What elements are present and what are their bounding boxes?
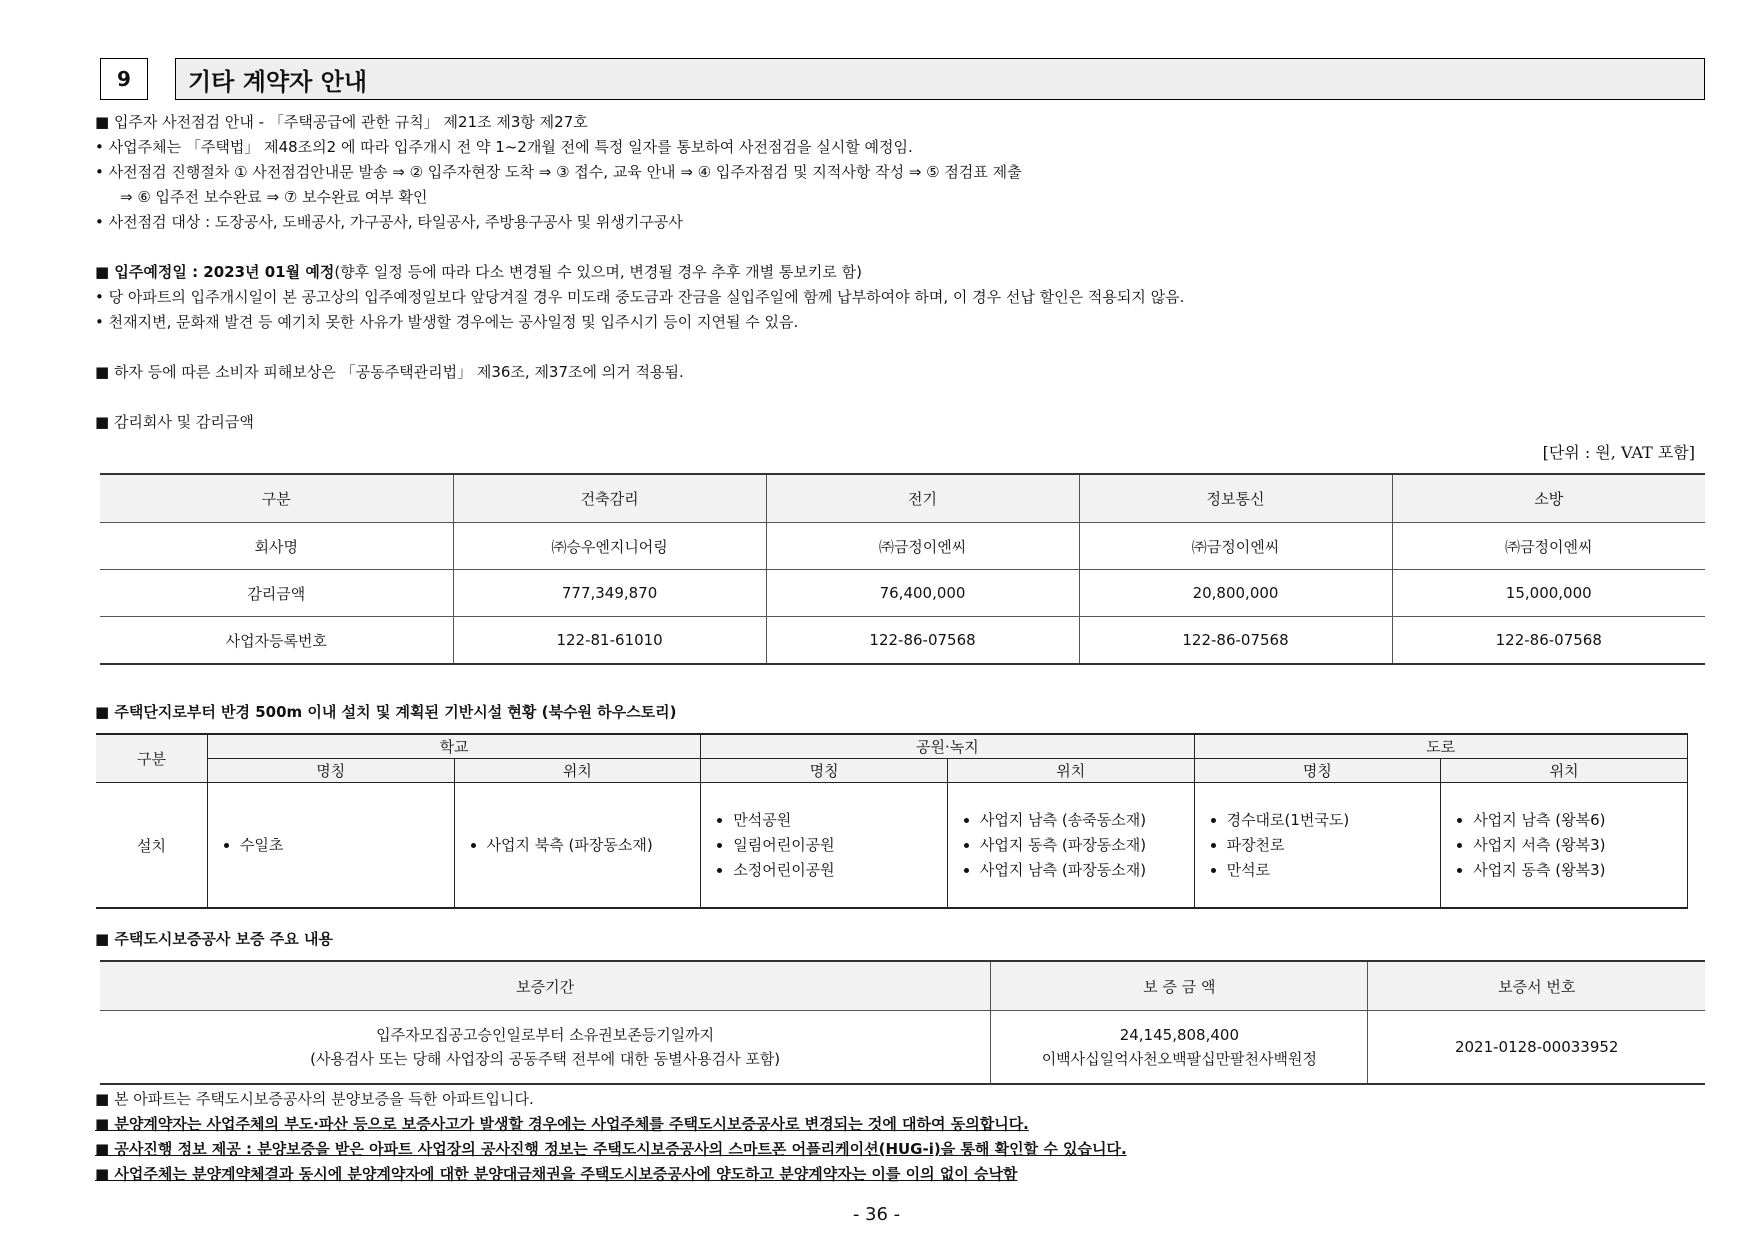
row-label: 설치 xyxy=(96,783,207,909)
table-row xyxy=(100,570,1705,617)
precheck-heading: ■ 입주자 사전점검 안내 - 「주택공급에 관한 규칙」 제21조 제3항 제27호 xyxy=(95,113,588,131)
table-cell: 122-81-61010 xyxy=(453,617,766,665)
table-cell: 122-86-07568 xyxy=(1079,617,1392,665)
list-item: • 소정어린이공원 xyxy=(733,858,946,883)
movein-heading-bold: ■ 입주예정일 : 2023년 01월 예정 xyxy=(95,263,335,281)
list-item: • 사업지 서측 (왕복3) xyxy=(1473,833,1686,858)
guarantee-number: 2021-0128-00033952 xyxy=(1368,1011,1705,1085)
table-cell: 20,800,000 xyxy=(1079,570,1392,617)
road-location-cell xyxy=(1441,783,1688,909)
list-item: • 일림어린이공원 xyxy=(733,833,946,858)
supervision-heading: ■ 감리회사 및 감리금액 xyxy=(95,413,254,431)
list-item: • 만석공원 xyxy=(733,808,946,833)
school-name-cell xyxy=(207,783,454,909)
list-item: • 사업지 남측 (송죽동소재) xyxy=(980,808,1193,833)
list-item: • 사업지 동측 (왕복3) xyxy=(1473,858,1686,883)
table-row xyxy=(100,1011,1705,1085)
table-cell: 사업자등록번호 xyxy=(100,617,453,665)
facilities-table xyxy=(96,733,1688,909)
period-line-2: (사용검사 또는 당해 사업장의 공동주택 전부에 대한 동별사용검사 포함) xyxy=(310,1050,781,1068)
note-2: ■ 분양계약자는 사업주체의 부도·파산 등으로 보증사고가 발생할 경우에는 사업주체를 주택도시보증공사로 변경되는 것에 대하여 동의합니다. xyxy=(95,1115,1029,1133)
sub-header: 명칭 xyxy=(207,759,454,783)
supervision-table xyxy=(100,473,1705,665)
list-item: • 수일초 xyxy=(240,833,453,858)
col-header: 보 증 금 액 xyxy=(991,961,1368,1011)
group-header-road: 도로 xyxy=(1194,734,1687,759)
col-header-gubun: 구분 xyxy=(96,734,207,783)
movein-heading xyxy=(95,262,862,282)
list-item: • 사업지 남측 (왕복6) xyxy=(1473,808,1686,833)
list-item: • 경수대로(1번국도) xyxy=(1227,808,1440,833)
col-header: 소방 xyxy=(1392,474,1705,523)
col-header: 보증서 번호 xyxy=(1368,961,1705,1011)
school-location-cell xyxy=(454,783,701,909)
table-cell: 감리금액 xyxy=(100,570,453,617)
movein-bullet-1: • 당 아파트의 입주개시일이 본 공고상의 입주예정일보다 앞당겨질 경우 미도래 중도금과 잔금을 실입주일에 함께 납부하여야 하며, 이 경우 선납 할인은 적용되지 않음. xyxy=(95,288,1185,306)
amount-line-2: 이백사십일억사천오백팔십만팔천사백원정 xyxy=(1041,1050,1317,1068)
note-1: ■ 본 아파트는 주택도시보증공사의 분양보증을 득한 아파트입니다. xyxy=(95,1090,534,1108)
amount-line-1: 24,145,808,400 xyxy=(1119,1026,1239,1044)
list-item: • 사업지 동측 (파장동소재) xyxy=(980,833,1193,858)
note-4: ■ 사업주체는 분양계약체결과 동시에 분양계약자에 대한 분양대금채권을 주택도시보증공사에 양도하고 분양계약자는 이를 이의 없이 승낙함 xyxy=(95,1165,1018,1183)
list-item: • 파장천로 xyxy=(1227,833,1440,858)
table-cell: 15,000,000 xyxy=(1392,570,1705,617)
col-header: 구분 xyxy=(100,474,453,523)
table-cell: ㈜금정이엔씨 xyxy=(1392,523,1705,570)
sub-header: 명칭 xyxy=(701,759,948,783)
table-cell: 122-86-07568 xyxy=(766,617,1079,665)
guarantee-amount xyxy=(991,1011,1368,1085)
guarantee-period xyxy=(100,1011,991,1085)
table-row xyxy=(100,523,1705,570)
guarantee-heading: ■ 주택도시보증공사 보증 주요 내용 xyxy=(95,930,333,948)
group-header-park: 공원·녹지 xyxy=(701,734,1194,759)
group-header-school: 학교 xyxy=(207,734,700,759)
movein-heading-rest: (향후 일정 등에 따라 다소 변경될 수 있으며, 변경될 경우 추후 개별 통보키로 함) xyxy=(334,263,862,281)
precheck-bullet-2-cont: ⇒ ⑥ 입주전 보수완료 ⇒ ⑦ 보수완료 여부 확인 xyxy=(120,188,428,206)
table-cell: ㈜금정이엔씨 xyxy=(1079,523,1392,570)
section-number: 9 xyxy=(100,58,148,100)
sub-header: 위치 xyxy=(454,759,701,783)
table-cell: 회사명 xyxy=(100,523,453,570)
park-location-cell xyxy=(947,783,1194,909)
period-line-1: 입주자모집공고승인일로부터 소유권보존등기일까지 xyxy=(376,1026,715,1044)
table-cell: 777,349,870 xyxy=(453,570,766,617)
table-row xyxy=(100,617,1705,665)
list-item: • 사업지 북측 (파장동소재) xyxy=(487,833,700,858)
table-cell: ㈜금정이엔씨 xyxy=(766,523,1079,570)
unit-label: [단위 : 원, VAT 포함] xyxy=(1542,443,1695,462)
section-title: 기타 계약자 안내 xyxy=(175,58,1705,100)
col-header: 정보통신 xyxy=(1079,474,1392,523)
park-name-cell xyxy=(701,783,948,909)
table-cell: 76,400,000 xyxy=(766,570,1079,617)
guarantee-table xyxy=(100,960,1705,1085)
list-item: • 사업지 남측 (파장동소재) xyxy=(980,858,1193,883)
precheck-bullet-1: • 사업주체는 「주택법」 제48조의2 에 따라 입주개시 전 약 1~2개월 전에 특정 일자를 통보하여 사전점검을 실시할 예정임. xyxy=(95,138,913,156)
sub-header: 위치 xyxy=(1441,759,1688,783)
page-number: - 36 - xyxy=(852,1204,901,1225)
precheck-bullet-2: • 사전점검 진행절차 ① 사전점검안내문 발송 ⇒ ② 입주자현장 도착 ⇒ ③ 접수, 교육 안내 ⇒ ④ 입주자점검 및 지적사항 작성 ⇒ ⑤ 점검표 제출 xyxy=(95,163,1022,181)
col-header: 건축감리 xyxy=(453,474,766,523)
list-item: • 만석로 xyxy=(1227,858,1440,883)
movein-bullet-2: • 천재지변, 문화재 발견 등 예기치 못한 사유가 발생할 경우에는 공사일정 및 입주시기 등이 지연될 수 있음. xyxy=(95,313,799,331)
note-3: ■ 공사진행 정보 제공 : 분양보증을 받은 아파트 사업장의 공사진행 정보는 주택도시보증공사의 스마트폰 어플리케이션(HUG-i)을 통해 확인할 수 있습니다. xyxy=(95,1140,1127,1158)
sub-header: 위치 xyxy=(947,759,1194,783)
col-header: 전기 xyxy=(766,474,1079,523)
facilities-heading: ■ 주택단지로부터 반경 500m 이내 설치 및 계획된 기반시설 현황 (북수원 하우스토리) xyxy=(95,703,677,721)
precheck-bullet-3: • 사전점검 대상 : 도장공사, 도배공사, 가구공사, 타일공사, 주방용구공사 및 위생기구공사 xyxy=(95,213,683,231)
defect-notice: ■ 하자 등에 따른 소비자 피해보상은 「공동주택관리법」 제36조, 제37조에 의거 적용됨. xyxy=(95,363,684,381)
col-header: 보증기간 xyxy=(100,961,991,1011)
table-cell: ㈜승우엔지니어링 xyxy=(453,523,766,570)
table-cell: 122-86-07568 xyxy=(1392,617,1705,665)
road-name-cell xyxy=(1194,783,1441,909)
sub-header: 명칭 xyxy=(1194,759,1441,783)
